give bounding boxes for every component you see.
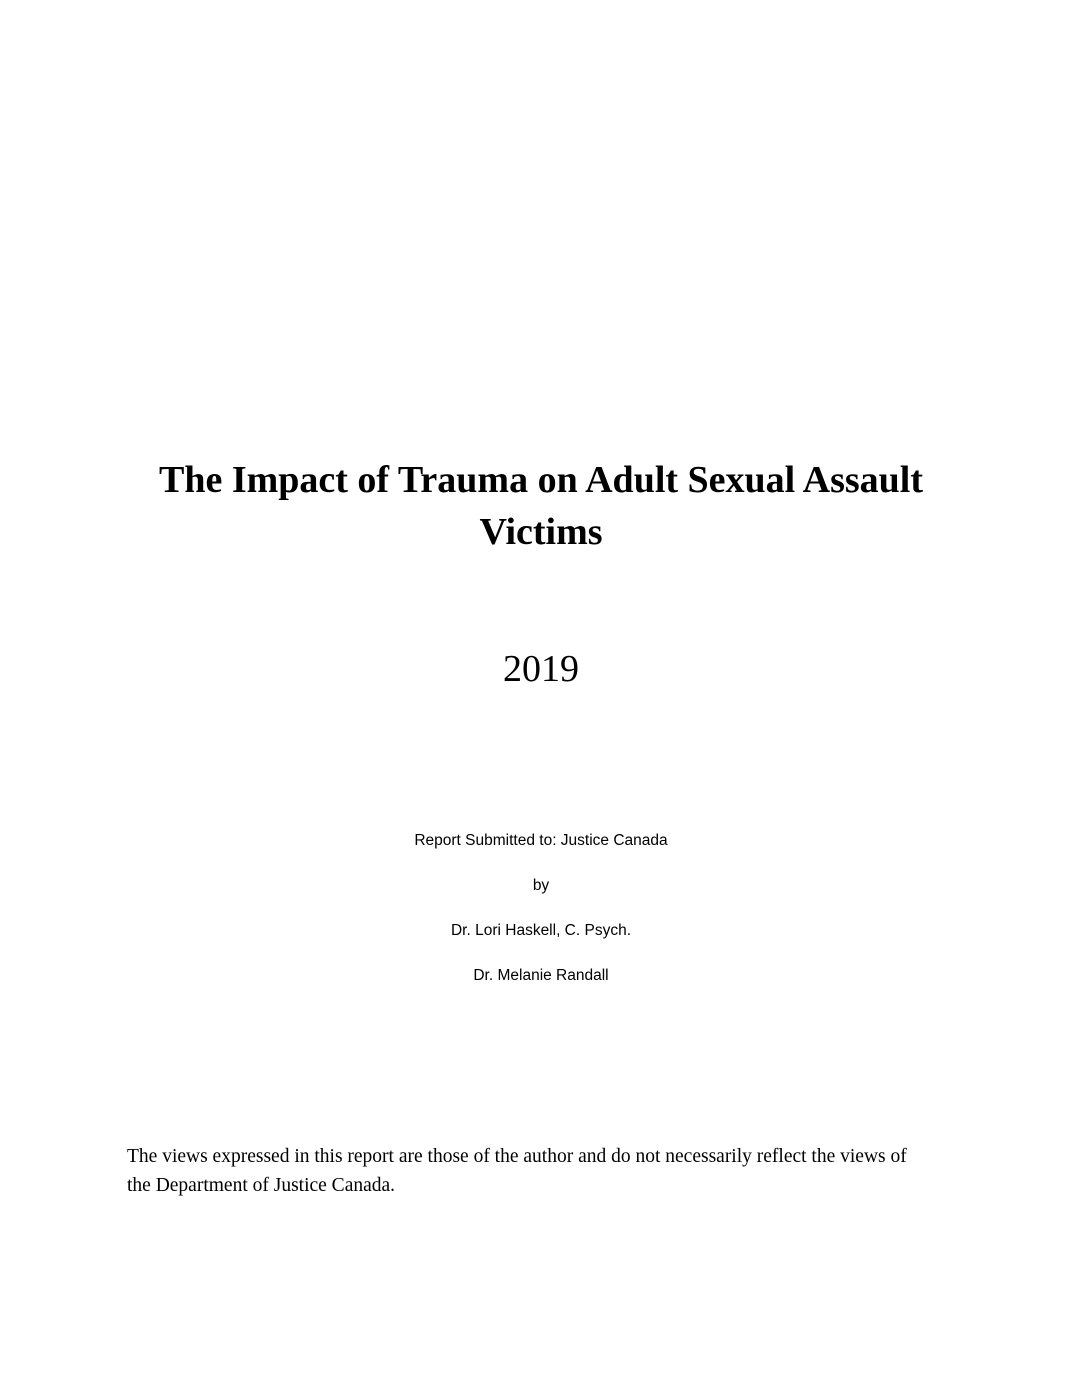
author-1: Dr. Lori Haskell, C. Psych. [450, 922, 632, 939]
report-year: 2019 [503, 648, 579, 690]
by-label: by [532, 877, 550, 894]
disclaimer-line-2: the Department of Justice Canada. [127, 1175, 396, 1196]
disclaimer-line-1: The views expressed in this report are those of the author and do not necessarily reflect the views of [127, 1146, 907, 1167]
disclaimer [127, 1142, 967, 1200]
submitted-to: Report Submitted to: Justice Canada [414, 832, 668, 849]
author-2: Dr. Melanie Randall [473, 967, 609, 984]
report-title-line-2: Victims [479, 511, 603, 553]
report-title-line-1: The Impact of Trauma on Adult Sexual Assault [158, 459, 923, 501]
